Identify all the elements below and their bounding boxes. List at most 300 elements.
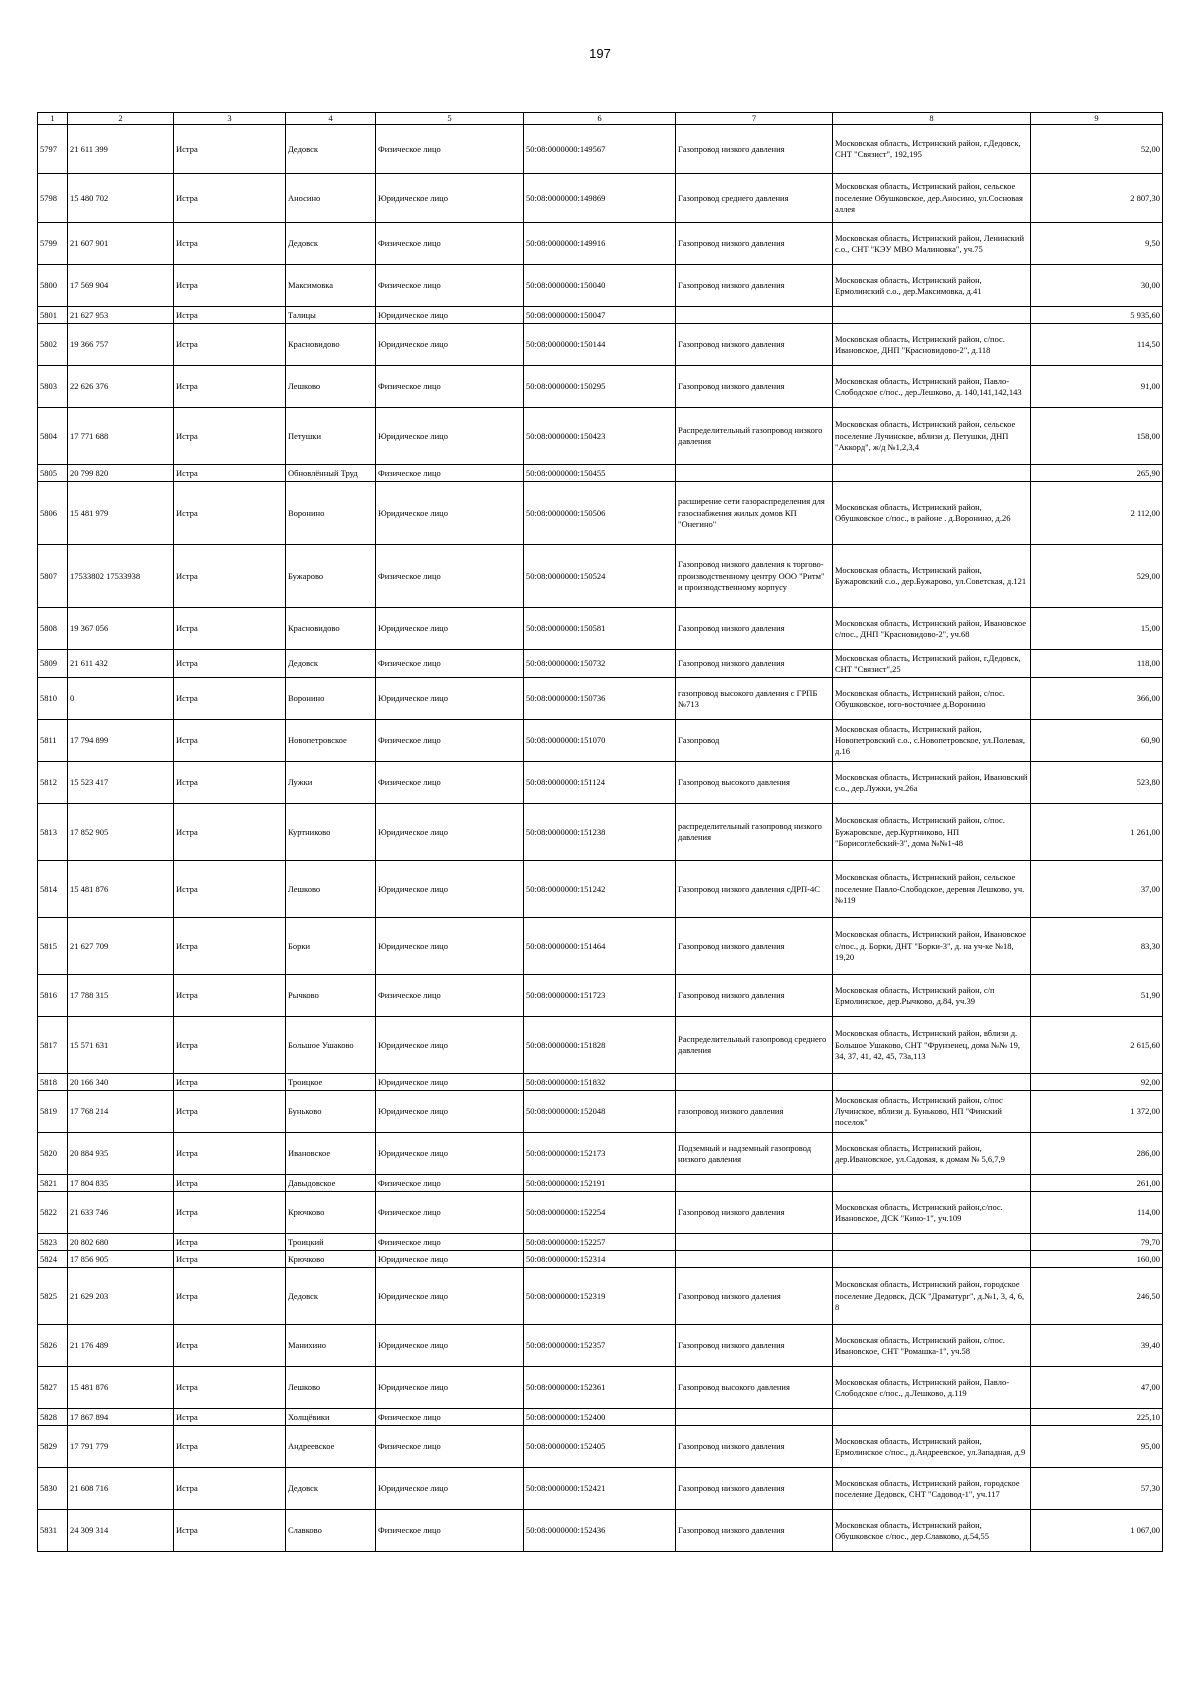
cell-district: Истра [174,608,286,650]
table-row [38,408,1163,465]
cell-locality: Борки [286,918,376,975]
cell-object-id: 17 856 905 [68,1251,174,1268]
table-row [38,1192,1163,1234]
cell-object-name: Газопровод низкого давления к торгово-производственному центру ООО "Ритм" и производственному корпусу [676,545,833,608]
cell-locality: Троицкое [286,1074,376,1091]
cell-cadastral-number: 50:08:0000000:151723 [524,975,676,1017]
cell-owner-type: Юридическое лицо [376,307,524,324]
cell-object-id: 15 523 417 [68,762,174,804]
cell-length-value: 286,00 [1031,1133,1163,1175]
cell-row-number: 5797 [38,125,68,174]
cell-object-name: Газопровод низкого давления [676,1426,833,1468]
cell-district: Истра [174,1409,286,1426]
cell-row-number: 5798 [38,174,68,223]
cell-object-name [676,1074,833,1091]
cell-cadastral-number: 50:08:0000000:149869 [524,174,676,223]
cell-row-number: 5814 [38,861,68,918]
cell-row-number: 5829 [38,1426,68,1468]
cell-row-number: 5816 [38,975,68,1017]
cell-owner-type: Юридическое лицо [376,678,524,720]
cell-owner-type: Юридическое лицо [376,1091,524,1133]
cell-object-id: 17 791 779 [68,1426,174,1468]
cell-address: Московская область, Истринский район, Павло-Слободское с/пос., д.Лешково, д.119 [833,1367,1031,1409]
cell-district: Истра [174,465,286,482]
cell-owner-type: Юридическое лицо [376,174,524,223]
cell-object-id: 21 627 953 [68,307,174,324]
cell-object-name: Газопровод низкого давления [676,366,833,408]
cell-address [833,465,1031,482]
cell-length-value: 30,00 [1031,265,1163,307]
cell-cadastral-number: 50:08:0000000:152405 [524,1426,676,1468]
table-row [38,1409,1163,1426]
cell-address: Московская область, Истринский район, г.Дедовск, СНТ "Связист",25 [833,650,1031,678]
cell-cadastral-number: 50:08:0000000:152436 [524,1510,676,1552]
cell-cadastral-number: 50:08:0000000:151828 [524,1017,676,1074]
cell-row-number: 5827 [38,1367,68,1409]
cell-district: Истра [174,1325,286,1367]
cell-row-number: 5822 [38,1192,68,1234]
table-row [38,1017,1163,1074]
table-row [38,1074,1163,1091]
cell-row-number: 5811 [38,720,68,762]
cell-district: Истра [174,762,286,804]
cell-owner-type: Физическое лицо [376,545,524,608]
cell-object-id: 20 884 935 [68,1133,174,1175]
table-row [38,608,1163,650]
cell-object-id: 15 481 876 [68,861,174,918]
table-row [38,918,1163,975]
cell-district: Истра [174,1268,286,1325]
cell-object-id: 17 788 315 [68,975,174,1017]
cell-length-value: 529,00 [1031,545,1163,608]
cell-row-number: 5826 [38,1325,68,1367]
cell-owner-type: Юридическое лицо [376,804,524,861]
cell-owner-type: Юридическое лицо [376,1017,524,1074]
cell-row-number: 5823 [38,1234,68,1251]
cell-district: Истра [174,678,286,720]
cell-object-name [676,1251,833,1268]
cell-object-id: 21 607 901 [68,223,174,265]
cell-object-id: 21 627 709 [68,918,174,975]
cell-object-id: 15 571 631 [68,1017,174,1074]
cell-row-number: 5812 [38,762,68,804]
cell-owner-type: Физическое лицо [376,366,524,408]
cell-address: Московская область, Истринский район, сельское поселение Павло-Слободское, деревня Лешково, уч.№119 [833,861,1031,918]
cell-owner-type: Физическое лицо [376,1510,524,1552]
cell-district: Истра [174,1510,286,1552]
cell-locality: Ивановское [286,1133,376,1175]
cell-length-value: 158,00 [1031,408,1163,465]
cell-address: Московская область, Истринский район, с/пос Лучинское, вблизи д. Буньково, НП "Финский поселок" [833,1091,1031,1133]
cell-row-number: 5820 [38,1133,68,1175]
cell-object-name: Газопровод низкого давления [676,918,833,975]
cell-cadastral-number: 50:08:0000000:152191 [524,1175,676,1192]
cell-object-name [676,1234,833,1251]
cell-object-id: 19 367 056 [68,608,174,650]
cell-owner-type: Юридическое лицо [376,1325,524,1367]
cell-length-value: 2 112,00 [1031,482,1163,545]
cell-district: Истра [174,650,286,678]
cell-locality: Воронино [286,482,376,545]
cell-cadastral-number: 50:08:0000000:152254 [524,1192,676,1234]
cell-object-id: 15 481 876 [68,1367,174,1409]
cell-locality: Крючково [286,1192,376,1234]
cell-locality: Лешково [286,1367,376,1409]
cell-object-id: 17 804 835 [68,1175,174,1192]
cell-address: Московская область, Истринский район, Обушковское с/пос., в районе . д.Воронино, д.26 [833,482,1031,545]
cell-length-value: 118,00 [1031,650,1163,678]
cell-cadastral-number: 50:08:0000000:150736 [524,678,676,720]
cell-locality: Лешково [286,366,376,408]
cell-address [833,1074,1031,1091]
cell-cadastral-number: 50:08:0000000:150144 [524,324,676,366]
column-header: 9 [1031,113,1163,125]
cell-address: Московская область, Истринский район, Обушковское с/пос., дер.Славково, д.54,55 [833,1510,1031,1552]
cell-object-name: Газопровод низкого давления [676,265,833,307]
cell-owner-type: Физическое лицо [376,1409,524,1426]
cell-length-value: 261,00 [1031,1175,1163,1192]
cell-length-value: 9,50 [1031,223,1163,265]
cell-cadastral-number: 50:08:0000000:150732 [524,650,676,678]
cell-length-value: 160,00 [1031,1251,1163,1268]
cell-owner-type: Юридическое лицо [376,1268,524,1325]
table-row [38,482,1163,545]
cell-owner-type: Физическое лицо [376,1175,524,1192]
cell-address [833,307,1031,324]
cell-owner-type: Юридическое лицо [376,861,524,918]
cell-object-id: 21 608 716 [68,1468,174,1510]
cell-locality: Славково [286,1510,376,1552]
cell-owner-type: Физическое лицо [376,1426,524,1468]
cell-object-id: 17 867 894 [68,1409,174,1426]
cell-cadastral-number: 50:08:0000000:152048 [524,1091,676,1133]
cell-address: Московская область, Истринский район, с/пос. Ивановское, ДНП "Красновидово-2", д.118 [833,324,1031,366]
table-row [38,1510,1163,1552]
cell-length-value: 52,00 [1031,125,1163,174]
cell-cadastral-number: 50:08:0000000:152257 [524,1234,676,1251]
page-number: 197 [589,46,611,61]
column-header: 4 [286,113,376,125]
cell-address: Московская область, Истринский район, Ивановское с/пос., д. Борки, ДНТ "Борки-3", д. на уч-ке №18, 19,20 [833,918,1031,975]
cell-object-name: Распределительный газопровод среднего давления [676,1017,833,1074]
cell-object-name: распределительный газопровод низкого давления [676,804,833,861]
table-row [38,720,1163,762]
table-header-row [38,113,1163,125]
cell-length-value: 92,00 [1031,1074,1163,1091]
cell-object-id: 19 366 757 [68,324,174,366]
cell-object-name: Газопровод низкого давления [676,608,833,650]
cell-locality: Новопетровское [286,720,376,762]
cell-owner-type: Юридическое лицо [376,608,524,650]
cell-owner-type: Физическое лицо [376,465,524,482]
cell-object-name: Газопровод [676,720,833,762]
cell-row-number: 5813 [38,804,68,861]
cell-length-value: 47,00 [1031,1367,1163,1409]
cell-locality: Красновидово [286,324,376,366]
cell-length-value: 39,40 [1031,1325,1163,1367]
cell-object-id: 24 309 314 [68,1510,174,1552]
cell-cadastral-number: 50:08:0000000:150040 [524,265,676,307]
cell-cadastral-number: 50:08:0000000:151464 [524,918,676,975]
cell-cadastral-number: 50:08:0000000:152319 [524,1268,676,1325]
cell-object-name: Газопровод низкого давления [676,324,833,366]
cell-owner-type: Физическое лицо [376,223,524,265]
column-header: 3 [174,113,286,125]
cell-cadastral-number: 50:08:0000000:150506 [524,482,676,545]
cell-object-name: Газопровод низкого давления сДРП-4С [676,861,833,918]
cell-locality: Давыдовское [286,1175,376,1192]
cell-district: Истра [174,861,286,918]
cell-row-number: 5805 [38,465,68,482]
cell-object-name: Газопровод низкого давления [676,1325,833,1367]
cell-district: Истра [174,324,286,366]
cell-object-id: 21 176 489 [68,1325,174,1367]
cell-object-id: 21 611 399 [68,125,174,174]
table-row [38,324,1163,366]
cell-object-name: Газопровод низкого давления [676,1192,833,1234]
cell-address: Московская область, Истринский район, Ермолинское с/пос., д.Андреевское, ул.Западная, д.9 [833,1426,1031,1468]
cell-length-value: 15,00 [1031,608,1163,650]
cell-object-id: 21 629 203 [68,1268,174,1325]
cell-locality: Манихино [286,1325,376,1367]
table-row [38,1175,1163,1192]
cell-length-value: 83,30 [1031,918,1163,975]
table-row [38,366,1163,408]
cell-row-number: 5828 [38,1409,68,1426]
cell-locality: Троицкий [286,1234,376,1251]
cell-address: Московская область, Истринский район, городское поселение Дедовск, ДСК "Драматург", д.№1, 3, 4, 6, 8 [833,1268,1031,1325]
cell-cadastral-number: 50:08:0000000:149916 [524,223,676,265]
cell-district: Истра [174,223,286,265]
cell-row-number: 5819 [38,1091,68,1133]
cell-length-value: 366,00 [1031,678,1163,720]
cell-cadastral-number: 50:08:0000000:150047 [524,307,676,324]
column-header: 8 [833,113,1031,125]
cell-owner-type: Юридическое лицо [376,324,524,366]
cell-address: Московская область, Истринский район, Бужаровский с.о., дер.Бужарово, ул.Советская, д.121 [833,545,1031,608]
cell-length-value: 57,30 [1031,1468,1163,1510]
cell-cadastral-number: 50:08:0000000:152361 [524,1367,676,1409]
cell-object-name: Газопровод низкого давления [676,223,833,265]
cell-length-value: 114,50 [1031,324,1163,366]
cell-district: Истра [174,720,286,762]
cell-cadastral-number: 50:08:0000000:151238 [524,804,676,861]
cell-object-id: 21 633 746 [68,1192,174,1234]
cell-length-value: 225,10 [1031,1409,1163,1426]
cell-row-number: 5815 [38,918,68,975]
cell-object-id: 20 166 340 [68,1074,174,1091]
cell-owner-type: Физическое лицо [376,975,524,1017]
cell-locality: Аносино [286,174,376,223]
cell-object-id: 0 [68,678,174,720]
cell-locality: Крючково [286,1251,376,1268]
cell-object-name: Подземный и надземный газопровод низкого давления [676,1133,833,1175]
cell-locality: Лешково [286,861,376,918]
cell-district: Истра [174,174,286,223]
cell-locality: Буньково [286,1091,376,1133]
cell-object-id: 15 481 979 [68,482,174,545]
table-row [38,265,1163,307]
cell-length-value: 1 261,00 [1031,804,1163,861]
cell-district: Истра [174,1192,286,1234]
table-row [38,861,1163,918]
cell-district: Истра [174,482,286,545]
cell-owner-type: Физическое лицо [376,1234,524,1251]
cell-length-value: 5 935,60 [1031,307,1163,324]
cell-address: Московская область, Истринский район, с/пос. Бужаровское, дер.Куртниково, НП "Борисоглебский-3", дома №№1-48 [833,804,1031,861]
cell-owner-type: Юридическое лицо [376,482,524,545]
cell-address: Московская область, Истринский район, вблизи д. Большое Ушаково, СНТ "Фрунзенец, дома №№ 19, 34, 37, 41, 42, 45, 73а,113 [833,1017,1031,1074]
cell-district: Истра [174,975,286,1017]
cell-object-name: Газопровод низкого давления [676,1468,833,1510]
cell-district: Истра [174,307,286,324]
table-row [38,804,1163,861]
cell-locality: Холщёвики [286,1409,376,1426]
cell-row-number: 5825 [38,1268,68,1325]
cell-cadastral-number: 50:08:0000000:152173 [524,1133,676,1175]
cell-object-name: газопровод высокого давления с ГРПБ №713 [676,678,833,720]
cell-row-number: 5802 [38,324,68,366]
cell-row-number: 5818 [38,1074,68,1091]
cell-row-number: 5809 [38,650,68,678]
cell-object-id: 17 771 688 [68,408,174,465]
cell-object-name: Газопровод низкого давления [676,650,833,678]
table-row [38,1091,1163,1133]
cell-address: Московская область, Истринский район, с/пос. Ивановское, СНТ "Ромашка-1", уч.58 [833,1325,1031,1367]
cell-object-id: 17 569 904 [68,265,174,307]
table-row [38,678,1163,720]
cell-address [833,1175,1031,1192]
cell-locality: Рычково [286,975,376,1017]
cell-address: Московская область, Истринский район, сельское поселение Лучинское, вблизи д. Петушки, ДНП "Аккорд", ж/д №1,2,3,4 [833,408,1031,465]
cell-locality: Большое Ушаково [286,1017,376,1074]
cell-owner-type: Физическое лицо [376,720,524,762]
cell-row-number: 5806 [38,482,68,545]
cell-address: Московская область, Истринский район, сельское поселение Обушковское, дер.Аносино, ул.Сосновая аллея [833,174,1031,223]
cell-row-number: 5807 [38,545,68,608]
table-body [38,125,1163,1552]
cell-row-number: 5803 [38,366,68,408]
cell-owner-type: Юридическое лицо [376,918,524,975]
cell-object-name: Газопровод низкого давления [676,125,833,174]
cell-cadastral-number: 50:08:0000000:150455 [524,465,676,482]
cell-district: Истра [174,1175,286,1192]
cell-object-id: 20 802 680 [68,1234,174,1251]
cell-length-value: 2 807,30 [1031,174,1163,223]
cell-address [833,1251,1031,1268]
cell-object-name: Газопровод среднего давления [676,174,833,223]
cell-object-id: 17533802 17533938 [68,545,174,608]
cell-locality: Обновлённый Труд [286,465,376,482]
table-row [38,650,1163,678]
cell-locality: Дедовск [286,1268,376,1325]
cell-length-value: 79,70 [1031,1234,1163,1251]
cell-object-name: Распределительный газопровод низкого давления [676,408,833,465]
cell-row-number: 5804 [38,408,68,465]
cell-address: Московская область, Истринский район, Новопетровский с.о., с.Новопетровское, ул.Полевая, д.16 [833,720,1031,762]
cell-cadastral-number: 50:08:0000000:151242 [524,861,676,918]
cell-district: Истра [174,1017,286,1074]
cell-row-number: 5810 [38,678,68,720]
table-row [38,975,1163,1017]
cell-owner-type: Физическое лицо [376,1192,524,1234]
cell-length-value: 1 372,00 [1031,1091,1163,1133]
cell-address: Московская область, Истринский район, Ермолинский с.о., дер.Максимовка, д.41 [833,265,1031,307]
cell-length-value: 51,90 [1031,975,1163,1017]
cell-cadastral-number: 50:08:0000000:151070 [524,720,676,762]
cell-district: Истра [174,408,286,465]
cell-locality: Андреевское [286,1426,376,1468]
cell-row-number: 5824 [38,1251,68,1268]
cell-district: Истра [174,125,286,174]
cell-owner-type: Юридическое лицо [376,1468,524,1510]
cell-locality: Дедовск [286,125,376,174]
cell-locality: Дедовск [286,1468,376,1510]
table-row [38,1367,1163,1409]
cell-owner-type: Физическое лицо [376,265,524,307]
column-header: 6 [524,113,676,125]
cell-row-number: 5808 [38,608,68,650]
cell-district: Истра [174,1234,286,1251]
cell-district: Истра [174,1251,286,1268]
table-row [38,223,1163,265]
column-header: 1 [38,113,68,125]
cell-locality: Воронино [286,678,376,720]
cell-locality: Бужарово [286,545,376,608]
cell-cadastral-number: 50:08:0000000:152400 [524,1409,676,1426]
cell-object-id: 22 626 376 [68,366,174,408]
table-row [38,125,1163,174]
cell-district: Истра [174,366,286,408]
cell-locality: Дедовск [286,223,376,265]
cell-address [833,1234,1031,1251]
cell-locality: Петушки [286,408,376,465]
cell-object-name: Газопровод низкого давления [676,975,833,1017]
cell-cadastral-number: 50:08:0000000:150295 [524,366,676,408]
cell-length-value: 1 067,00 [1031,1510,1163,1552]
cell-district: Истра [174,1426,286,1468]
cell-row-number: 5800 [38,265,68,307]
cell-length-value: 265,90 [1031,465,1163,482]
table-row [38,307,1163,324]
cell-cadastral-number: 50:08:0000000:152357 [524,1325,676,1367]
cell-row-number: 5817 [38,1017,68,1074]
cell-locality: Красновидово [286,608,376,650]
cell-owner-type: Физическое лицо [376,650,524,678]
cell-length-value: 60,90 [1031,720,1163,762]
cell-object-name: газопровод низкого давления [676,1091,833,1133]
cell-object-name: Газопровод низкого давления [676,1510,833,1552]
cell-length-value: 91,00 [1031,366,1163,408]
table-row [38,1268,1163,1325]
register-table [37,112,1163,1552]
cell-district: Истра [174,545,286,608]
table-row [38,174,1163,223]
cell-address: Московская область, Истринский район, с/пос. Обушковское, юго-восточнее д.Воронино [833,678,1031,720]
cell-length-value: 2 615,60 [1031,1017,1163,1074]
cell-owner-type: Физическое лицо [376,762,524,804]
cell-address: Московская область, Истринский район, Ивановское с/пос., ДНП "Красновидово-2", уч.68 [833,608,1031,650]
cell-row-number: 5830 [38,1468,68,1510]
cell-object-name [676,465,833,482]
cell-row-number: 5831 [38,1510,68,1552]
table-row [38,1251,1163,1268]
cell-length-value: 114,00 [1031,1192,1163,1234]
cell-owner-type: Юридическое лицо [376,1367,524,1409]
cell-cadastral-number: 50:08:0000000:150423 [524,408,676,465]
cell-locality: Максимовка [286,265,376,307]
cell-cadastral-number: 50:08:0000000:151832 [524,1074,676,1091]
